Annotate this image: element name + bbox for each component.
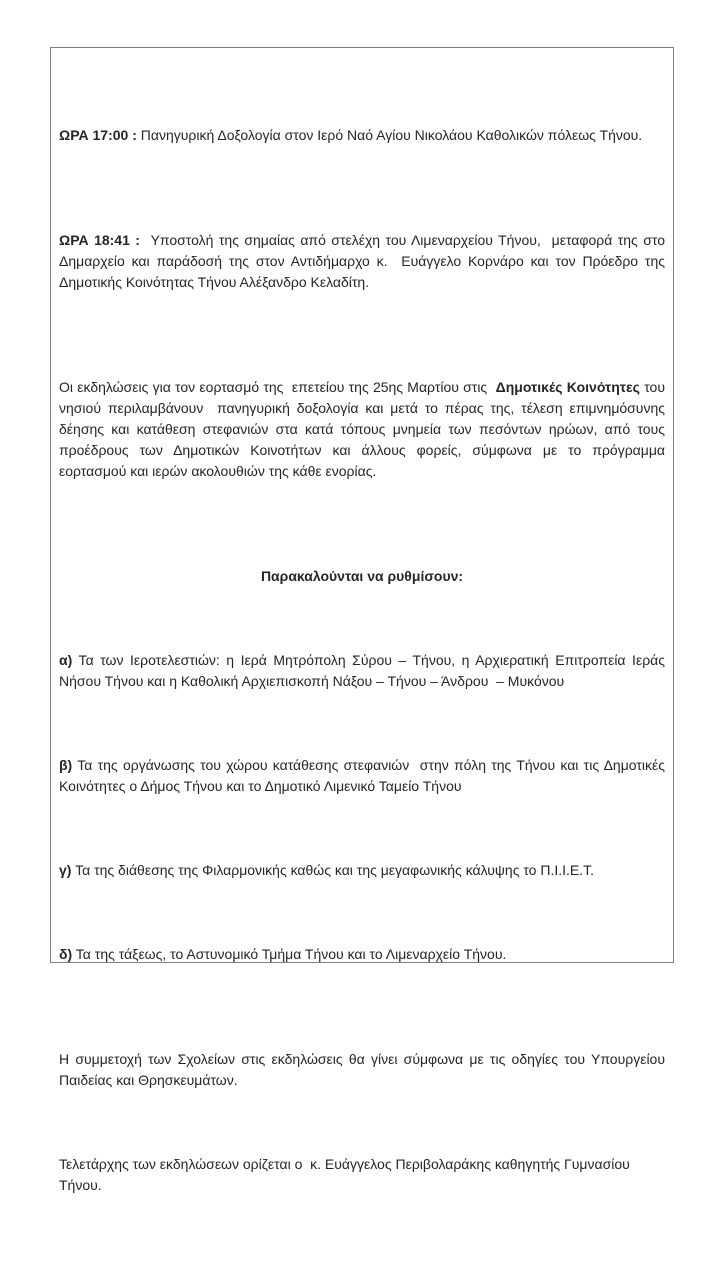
time-label: ΩΡΑ 18:41 : [59, 232, 140, 248]
item-text: Τα της τάξεως, το Αστυνομικό Τμήμα Τήνου και το Λιμεναρχείο Τήνου. [72, 946, 507, 962]
events-bold-phrase: Δημοτικές Κοινότητες [495, 379, 640, 395]
closing-paragraph-master-of-ceremony: Τελετάρχης των εκδηλώσεων ορίζεται ο κ. Ευάγγελος Περιβολαράκης καθηγητής Γυμνασίου Τήνου. [59, 1156, 634, 1193]
events-text-before: Οι εκδηλώσεις για τον εορτασμό της επετείου της 25ης Μαρτίου στις [59, 379, 496, 395]
document-content [51, 48, 673, 1267]
request-heading: Παρακαλούνται να ρυθμίσουν: [260, 568, 464, 584]
schedule-entry-17-00 [59, 125, 665, 146]
events-paragraph [59, 377, 669, 482]
request-item-a [59, 650, 669, 692]
item-marker: γ) [59, 862, 72, 878]
request-item-c [59, 860, 665, 881]
entry-text: Υποστολή της σημαίας από στελέχη του Λιμεναρχείου Τήνου, μεταφορά της στο Δημαρχείο και παράδοσή της στον Αντιδήμαρχο κ. Ευάγγελο Κορνάρο και τον Πρόεδρο της Δημοτικής Κοινότητας Τήνου Αλέξανδρο Κελαδίτη. [59, 232, 669, 290]
schedule-entry-18-41 [59, 230, 669, 293]
entry-text: Πανηγυρική Δοξολογία στον Ιερό Ναό Αγίου Νικολάου Καθολικών πόλεως Τήνου. [136, 127, 643, 143]
request-item-d [59, 944, 665, 965]
item-marker: δ) [59, 946, 73, 962]
request-item-b [59, 755, 669, 797]
time-label: ΩΡΑ 17:00 : [59, 127, 137, 143]
item-text: Τα της οργάνωσης του χώρου κατάθεσης στεφανιών στην πόλη της Τήνου και τις Δημοτικές Κοινότητες ο Δήμος Τήνου και το Δημοτικό Λιμενικό Ταμείο Τήνου [59, 757, 669, 794]
item-text: Τα των Ιεροτελεστιών: η Ιερά Μητρόπολη Σύρου – Τήνου, η Αρχιερατική Επιτροπεία Ιεράς Νήσου Τήνου και η Καθολική Αρχιεπισκοπή Νάξου – Τήνου – Άνδρου – Μυκόνου [59, 652, 669, 689]
document-frame [50, 47, 674, 1193]
item-text: Τα της διάθεσης της Φιλαρμονικής καθώς και της μεγαφωνικής κάλυψης το Π.Ι.Ι.Ε.Τ. [71, 862, 595, 878]
item-marker: α) [59, 652, 73, 668]
events-text-after: του νησιού περιλαμβάνουν πανηγυρική δοξολογία και μετά το πέρας της, τέλεση επιμνημόσυνης δέησης και κατάθεση στεφανιών στα κατά τόπους μνημεία των πεσόντων ηρώων, από τους προέδρους των Δημοτικών Κοινοτήτων και άλλους φορείς, σύμφωνα με το πρόγραμμα εορτασμού και ιερών ακολουθιών της κάθε ενορίας. [59, 379, 669, 479]
closing-paragraph-schools: Η συμμετοχή των Σχολείων στις εκδηλώσεις θα γίνει σύμφωνα με τις οδηγίες του Υπουργείου Παιδείας και Θρησκευμάτων. [59, 1051, 669, 1088]
item-marker: β) [59, 757, 73, 773]
